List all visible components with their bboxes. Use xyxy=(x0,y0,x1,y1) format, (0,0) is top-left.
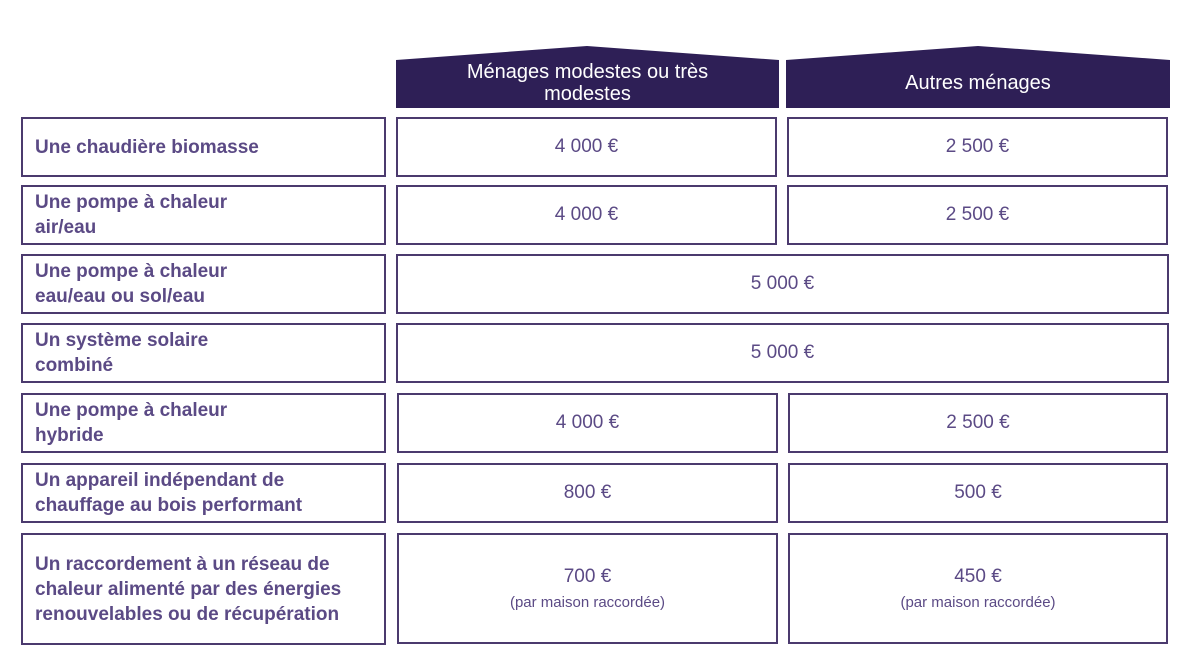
value-amount: 700 € xyxy=(563,566,612,587)
row-label-heat-network-connection: Un raccordement à un réseau de chaleur alimenté par des énergies renouvelables ou de récupération xyxy=(21,533,386,645)
row-value-col1: 4 000 € xyxy=(397,393,778,453)
row-label-heat-pump-water-ground: Une pompe à chaleur eau/eau ou sol/eau xyxy=(21,254,386,314)
value-note: (par maison raccordée) xyxy=(509,594,666,611)
row-value-col1: 800 € xyxy=(397,463,778,523)
row-label-biomass-boiler: Une chaudière biomasse xyxy=(21,117,386,177)
row-label-wood-heating-appliance: Un appareil indépendant de chauffage au bois performant xyxy=(21,463,386,523)
row-label-heat-pump-air-water: Une pompe à chaleur air/eau xyxy=(21,185,386,245)
row-value-col1 xyxy=(397,533,778,644)
row-value-col2: 500 € xyxy=(788,463,1168,523)
row-value-col2 xyxy=(788,533,1168,644)
header-other-households xyxy=(786,46,1170,108)
value-note: (par maison raccordée) xyxy=(900,594,1056,611)
row-value-col2: 2 500 € xyxy=(787,185,1168,245)
header-label-col2: Autres ménages xyxy=(905,72,1051,94)
header-modest-households xyxy=(396,46,779,108)
row-label-solar-system: Un système solaire combiné xyxy=(21,323,386,383)
header-label-col1: Ménages modestes ou très modestes xyxy=(466,61,709,105)
row-value-col2: 2 500 € xyxy=(787,117,1168,177)
row-value-merged: 5 000 € xyxy=(396,323,1169,383)
row-value-col2: 2 500 € xyxy=(788,393,1168,453)
value-amount: 450 € xyxy=(954,566,1002,587)
row-label-hybrid-heat-pump: Une pompe à chaleur hybride xyxy=(21,393,386,453)
row-value-merged: 5 000 € xyxy=(396,254,1169,314)
row-value-col1: 4 000 € xyxy=(396,117,777,177)
row-value-col1: 4 000 € xyxy=(396,185,777,245)
